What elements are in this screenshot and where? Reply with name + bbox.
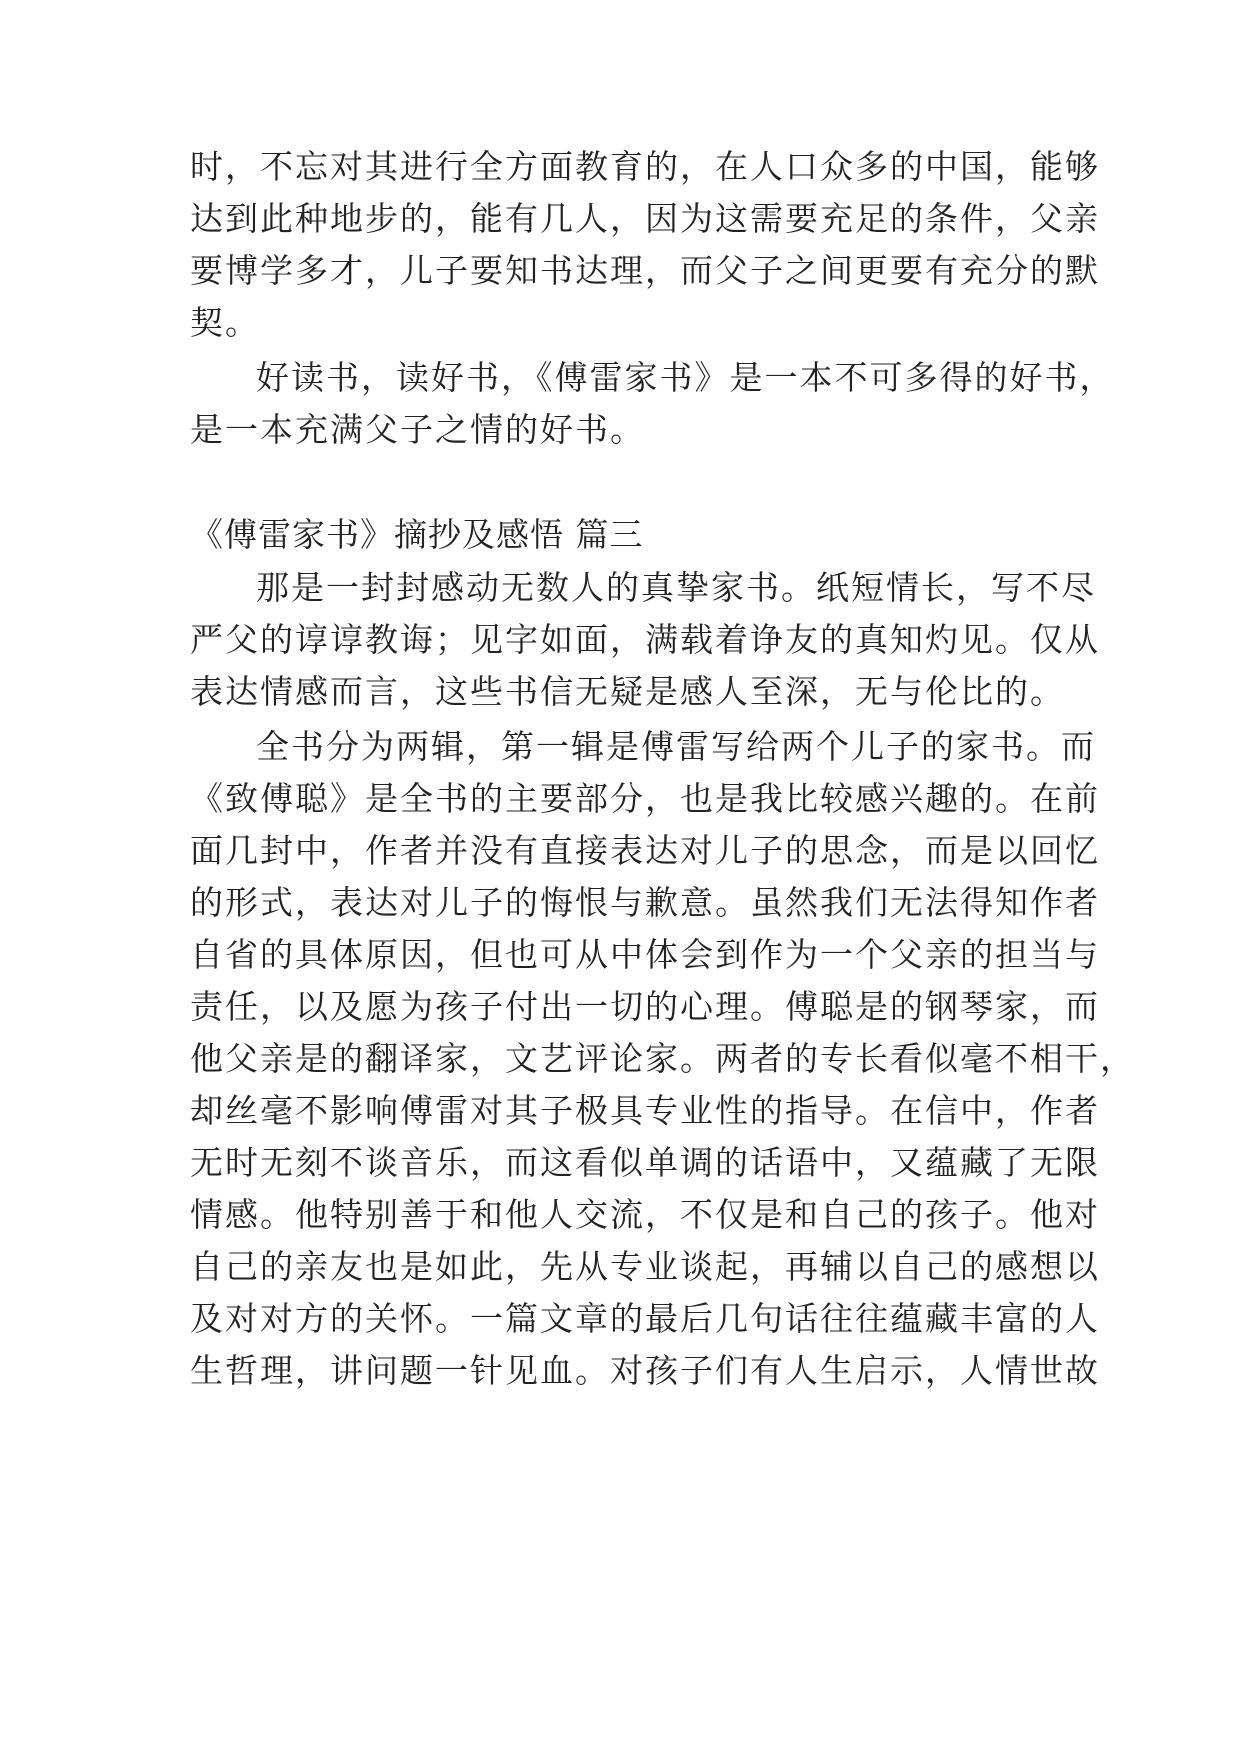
text-line: 达到此种地步的，能有几人，因为这需要充足的条件，父亲 <box>190 199 1100 238</box>
text-line: 无时无刻不谈音乐，而这看似单调的话语中，又蕴藏了无限 <box>190 1143 1100 1182</box>
text-line: 却丝毫不影响傅雷对其子极具专业性的指导。在信中，作者 <box>190 1091 1100 1130</box>
text-line: 他父亲是的翻译家，文艺评论家。两者的专长看似毫不相干， <box>190 1039 1135 1078</box>
text-line: 自己的亲友也是如此，先从专业谈起，再辅以自己的感想以 <box>190 1247 1100 1286</box>
text-line: 严父的谆谆教诲；见字如面，满载着诤友的真知灼见。仅从 <box>190 620 1100 659</box>
text-line: 契。 <box>190 303 260 342</box>
text-line: 责任，以及愿为孩子付出一切的心理。傅聪是的钢琴家，而 <box>190 987 1100 1026</box>
text-line: 自省的具体原因，但也可从中体会到作为一个父亲的担当与 <box>190 935 1100 974</box>
text-line: 时，不忘对其进行全方面教育的，在人口众多的中国，能够 <box>190 147 1100 186</box>
text-line: 表达情感而言，这些书信无疑是感人至深，无与伦比的。 <box>190 672 1065 711</box>
text-line: 全书分为两辑，第一辑是傅雷写给两个儿子的家书。而 <box>256 727 1096 766</box>
text-line: 《致傅聪》是全书的主要部分，也是我比较感兴趣的。在前 <box>190 779 1100 818</box>
text-line: 要博学多才，儿子要知书达理，而父子之间更要有充分的默 <box>190 251 1100 290</box>
text-line: 那是一封封感动无数人的真挚家书。纸短情长，写不尽 <box>256 568 1096 607</box>
text-line: 面几封中，作者并没有直接表达对儿子的思念，而是以回忆 <box>190 831 1100 870</box>
text-line: 生哲理，讲问题一针见血。对孩子们有人生启示，人情世故 <box>190 1351 1100 1390</box>
text-line: 情感。他特别善于和他人交流，不仅是和自己的孩子。他对 <box>190 1195 1100 1234</box>
section-heading: 《傅雷家书》摘抄及感悟 篇三 <box>190 515 644 554</box>
text-line: 及对对方的关怀。一篇文章的最后几句话往往蕴藏丰富的人 <box>190 1299 1100 1338</box>
text-line: 的形式，表达对儿子的悔恨与歉意。虽然我们无法得知作者 <box>190 883 1100 922</box>
text-line: 是一本充满父子之情的好书。 <box>190 410 645 449</box>
text-line: 好读书，读好书，《傅雷家书》是一本不可多得的好书， <box>256 358 1115 397</box>
